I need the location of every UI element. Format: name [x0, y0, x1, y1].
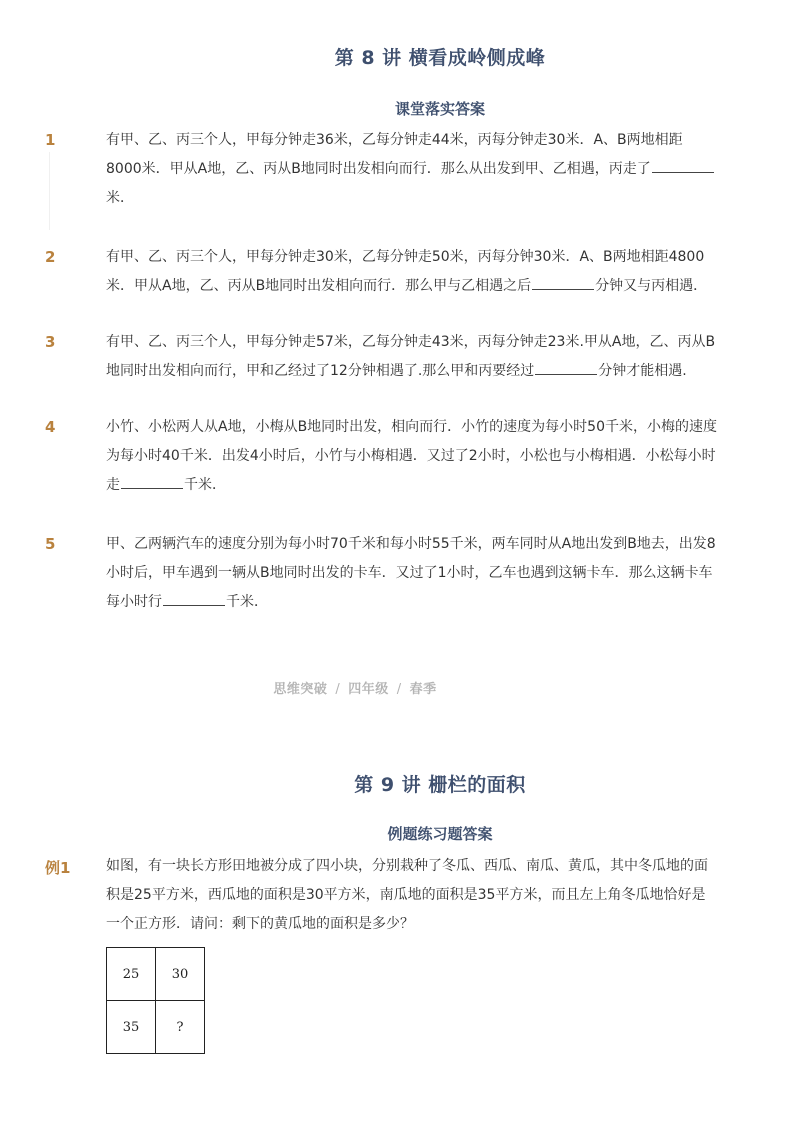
- answer-blank: [535, 360, 597, 375]
- section-9-subtitle: 例题练习题答案: [387, 825, 493, 843]
- problem-number: 5: [45, 535, 56, 553]
- footer-separator: /: [335, 682, 341, 697]
- footer-series: 思维突破: [273, 682, 328, 697]
- watermelon-area: 30: [156, 948, 205, 1001]
- problem-text: 有甲、乙、丙三个人，甲每分钟走57米，乙每分钟走43米，丙每分钟走23米.甲从A地，乙、丙从B地同时出发相向而行，甲和乙经过了12分钟相遇了.那么甲和丙要经过 分钟才能相遇.: [106, 334, 716, 379]
- problem-number: 3: [45, 333, 56, 351]
- page-footer: [0, 678, 710, 697]
- problem-number: 2: [45, 248, 56, 266]
- section-9-title: 第 9 讲 栅栏的面积: [354, 774, 526, 796]
- problem-text: 有甲、乙、丙三个人，甲每分钟走36米，乙每分钟走44米，丙每分钟走30米．A、B两地相距8000米．甲从A地，乙、丙从B地同时出发相向而行．那么从出发到甲、乙相遇，丙走了米．: [106, 126, 718, 213]
- problem-text: 甲、乙两辆汽车的速度分别为每小时70千米和每小时55千米，两车同时从A地出发到B地去，出发8小时后，甲车遇到一辆从B地同时出发的卡车．又过了1小时，乙车也遇到这辆卡车．那么这辆卡车每小时行 千米．: [106, 536, 716, 610]
- footer-grade: 四年级: [348, 682, 389, 697]
- problem-text: 小竹、小松两人从A地，小梅从B地同时出发，相向而行．小竹的速度为每小时50千米，小梅的速度为每小时40千米．出发4小时后，小竹与小梅相遇．又过了2小时，小松也与小梅相遇．小松每小时走 千米．: [106, 419, 717, 493]
- answer-blank: [121, 474, 183, 489]
- section-8-title: 第 8 讲 横看成岭侧成峰: [334, 47, 546, 69]
- cucumber-area: ?: [156, 1001, 205, 1054]
- answer-blank: [163, 591, 225, 606]
- answer-blank: [532, 275, 594, 290]
- problem-number: 4: [45, 418, 56, 436]
- footer-separator: /: [396, 682, 402, 697]
- answer-blank: [652, 158, 714, 173]
- example-text: 如图，有一块长方形田地被分成了四小块，分别栽种了冬瓜、西瓜、南瓜、黄瓜，其中冬瓜地的面积是25平方米，西瓜地的面积是30平方米，南瓜地的面积是35平方米，而且左上角冬瓜地恰好是一个正方形．请问：剩下的黄瓜地的面积是多少？: [106, 858, 708, 932]
- winter-melon-area: 25: [107, 948, 156, 1001]
- pumpkin-area: 35: [107, 1001, 156, 1054]
- margin-line: [49, 152, 50, 230]
- example-number: 例1: [45, 859, 71, 877]
- section-8-subtitle: 课堂落实答案: [394, 100, 485, 118]
- field-diagram: [106, 947, 205, 1054]
- problem-number: 1: [45, 131, 56, 149]
- footer-term: 春季: [409, 682, 437, 697]
- problem-text: 有甲、乙、丙三个人，甲每分钟走30米，乙每分钟走50米，丙每分钟30米．A、B两地相距4800米．甲从A地，乙、丙从B地同时出发相向而行．那么甲与乙相遇之后 分钟又与丙相遇．: [106, 249, 708, 294]
